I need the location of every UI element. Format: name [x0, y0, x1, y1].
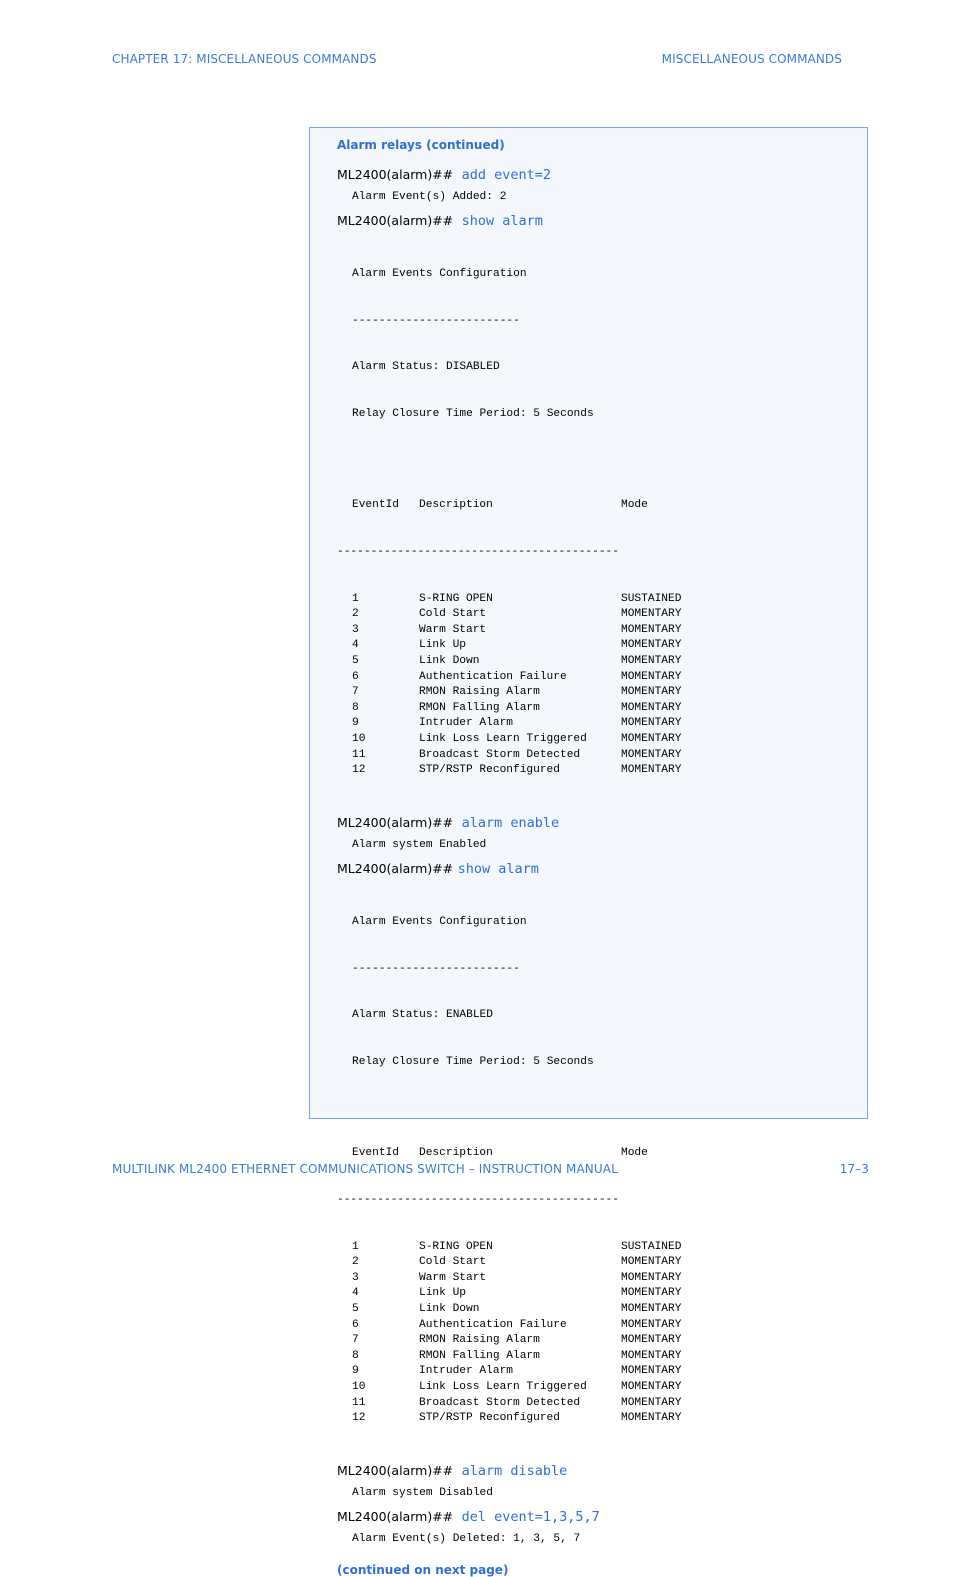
cell-description: S-RING OPEN — [419, 1240, 493, 1253]
alarm-config-block — [352, 236, 867, 454]
relay-closure-time: Relay Closure Time Period: 5 Seconds — [352, 1056, 594, 1069]
cell-mode: MOMENTARY — [621, 623, 682, 636]
table-row — [337, 701, 867, 717]
config-underline: ------------------------- — [352, 962, 520, 975]
cell-description: Cold Start — [419, 608, 487, 621]
cell-eventid: 10 — [352, 1380, 366, 1393]
table-divider: ------------------------------------------ — [337, 1193, 619, 1206]
cell-description: STP/RSTP Reconfigured — [419, 764, 560, 777]
cell-mode: MOMENTARY — [621, 1256, 682, 1269]
cell-eventid: 3 — [352, 1271, 359, 1284]
table-header — [337, 498, 867, 514]
event-table — [337, 467, 867, 810]
cell-mode: MOMENTARY — [621, 655, 682, 668]
command-line — [337, 212, 867, 230]
cli-output: Alarm system Enabled — [352, 838, 487, 851]
cell-description: Intruder Alarm — [419, 1365, 513, 1378]
table-row — [337, 763, 867, 779]
cell-description: Broadcast Storm Detected — [419, 748, 581, 761]
footer-manual-title: MULTILINK ML2400 ETHERNET COMMUNICATIONS SWITCH – INSTRUCTION MANUAL — [112, 1162, 618, 1176]
cli-prompt: ML2400(alarm)## — [337, 1508, 454, 1524]
alarm-status: Alarm Status: ENABLED — [352, 1009, 493, 1022]
table-row — [337, 716, 867, 732]
cell-eventid: 10 — [352, 733, 366, 745]
cell-eventid: 7 — [352, 686, 359, 699]
table-row — [337, 1286, 867, 1302]
cell-eventid: 5 — [352, 1303, 359, 1315]
cell-eventid: 9 — [352, 717, 359, 730]
cell-description: Authentication Failure — [419, 670, 567, 683]
cli-command: del event=1,3,5,7 — [461, 1508, 600, 1525]
cell-mode: MOMENTARY — [621, 764, 682, 777]
cell-eventid: 2 — [352, 1256, 359, 1269]
cell-eventid: 12 — [352, 764, 366, 777]
col-mode: Mode — [621, 499, 648, 512]
cell-eventid: 11 — [352, 1396, 366, 1409]
cell-eventid: 11 — [352, 748, 366, 761]
cli-command: add event=2 — [461, 167, 552, 183]
cell-mode: MOMENTARY — [621, 639, 682, 652]
table-row — [337, 607, 867, 623]
cell-description: RMON Raising Alarm — [419, 686, 540, 699]
section-title: Alarm relays (continued) — [337, 138, 505, 152]
footer-page-number: 17–3 — [839, 1162, 869, 1176]
cli-command: show alarm — [461, 212, 543, 229]
cell-eventid: 6 — [352, 670, 359, 683]
table-row — [337, 1411, 867, 1427]
table-row — [337, 1255, 867, 1271]
cli-prompt: ML2400(alarm)## — [337, 814, 454, 830]
cell-description: RMON Falling Alarm — [419, 701, 540, 714]
table-row — [337, 1364, 867, 1380]
cell-eventid: 1 — [352, 1240, 359, 1253]
cell-description: Link Down — [419, 655, 480, 668]
cell-mode: MOMENTARY — [621, 1271, 682, 1284]
cell-description: Link Up — [419, 639, 466, 652]
command-line — [337, 1508, 867, 1526]
table-row — [337, 1302, 867, 1318]
table-row — [337, 1333, 867, 1349]
cli-output: Alarm Event(s) Deleted: 1, 3, 5, 7 — [352, 1532, 581, 1545]
header-section: MISCELLANEOUS COMMANDS — [661, 52, 842, 66]
alarm-status: Alarm Status: DISABLED — [352, 361, 500, 374]
table-row — [337, 1240, 867, 1256]
table-row — [337, 1396, 867, 1412]
cli-command: alarm enable — [461, 814, 560, 831]
cell-mode: MOMENTARY — [621, 686, 682, 699]
table-row — [337, 670, 867, 686]
cell-mode: SUSTAINED — [621, 592, 682, 605]
cell-mode: MOMENTARY — [621, 1334, 682, 1347]
cli-prompt: ML2400(alarm)## — [337, 167, 454, 182]
col-mode: Mode — [621, 1147, 648, 1160]
cli-command: alarm disable — [461, 1462, 568, 1479]
config-title: Alarm Events Configuration — [352, 267, 527, 280]
cli-output: Alarm Event(s) Added: 2 — [352, 191, 507, 203]
cell-description: Link Loss Learn Triggered — [419, 733, 587, 745]
header-chapter: CHAPTER 17: MISCELLANEOUS COMMANDS — [112, 52, 377, 66]
cell-mode: MOMENTARY — [621, 1349, 682, 1362]
table-row — [337, 592, 867, 608]
cell-mode: MOMENTARY — [621, 1380, 682, 1393]
cell-mode: MOMENTARY — [621, 1318, 682, 1331]
config-title: Alarm Events Configuration — [352, 915, 527, 928]
table-row — [337, 654, 867, 670]
table-row — [337, 1380, 867, 1396]
code-example-content — [337, 138, 867, 1577]
cell-mode: MOMENTARY — [621, 670, 682, 683]
cell-eventid: 4 — [352, 639, 359, 652]
cell-mode: MOMENTARY — [621, 1396, 682, 1409]
cell-mode: MOMENTARY — [621, 733, 682, 745]
col-description: Description — [419, 1147, 493, 1160]
command-line — [337, 814, 867, 832]
table-body — [337, 592, 867, 779]
cell-mode: MOMENTARY — [621, 1365, 682, 1378]
command-line — [337, 860, 867, 878]
cell-description: Link Down — [419, 1303, 480, 1315]
cell-eventid: 5 — [352, 655, 359, 668]
cell-eventid: 7 — [352, 1334, 359, 1347]
cell-eventid: 4 — [352, 1287, 359, 1300]
cell-description: STP/RSTP Reconfigured — [419, 1412, 560, 1425]
col-eventid: EventId — [352, 499, 399, 512]
cell-description: Link Up — [419, 1287, 466, 1300]
table-row — [337, 1318, 867, 1334]
cell-description: Broadcast Storm Detected — [419, 1396, 581, 1409]
table-row — [337, 685, 867, 701]
cli-output: Alarm system Disabled — [352, 1486, 493, 1499]
cell-mode: MOMENTARY — [621, 717, 682, 730]
table-row — [337, 638, 867, 654]
cli-prompt: ML2400(alarm)## — [337, 1462, 454, 1478]
table-row — [337, 732, 867, 748]
cli-prompt: ML2400(alarm)## — [337, 212, 454, 228]
cell-eventid: 2 — [352, 608, 359, 621]
config-underline: ------------------------- — [352, 314, 520, 327]
table-row — [337, 623, 867, 639]
cell-mode: MOMENTARY — [621, 608, 682, 621]
alarm-config-block — [352, 884, 867, 1102]
cell-eventid: 8 — [352, 701, 359, 714]
relay-closure-time: Relay Closure Time Period: 5 Seconds — [352, 408, 594, 421]
cell-description: Warm Start — [419, 1271, 487, 1284]
cell-mode: MOMENTARY — [621, 748, 682, 761]
cell-eventid: 6 — [352, 1318, 359, 1331]
table-divider: ------------------------------------------ — [337, 545, 619, 558]
cell-description: RMON Raising Alarm — [419, 1334, 540, 1347]
table-row — [337, 1349, 867, 1365]
cell-mode: MOMENTARY — [621, 701, 682, 714]
col-eventid: EventId — [352, 1147, 399, 1160]
table-row — [337, 1271, 867, 1287]
continued-note: (continued on next page) — [337, 1563, 509, 1577]
cell-mode: MOMENTARY — [621, 1412, 682, 1425]
cell-description: Warm Start — [419, 623, 487, 636]
cell-mode: SUSTAINED — [621, 1240, 682, 1253]
cell-description: RMON Falling Alarm — [419, 1349, 540, 1362]
cli-prompt: ML2400(alarm)## — [337, 860, 454, 876]
cell-description: Link Loss Learn Triggered — [419, 1380, 587, 1393]
cell-description: Cold Start — [419, 1256, 487, 1269]
command-line — [337, 1462, 867, 1480]
command-line — [337, 166, 867, 184]
cell-eventid: 8 — [352, 1349, 359, 1362]
cli-command: show alarm — [457, 860, 539, 877]
cell-eventid: 3 — [352, 623, 359, 636]
cell-eventid: 12 — [352, 1412, 366, 1425]
cell-mode: MOMENTARY — [621, 1303, 682, 1315]
cell-eventid: 9 — [352, 1365, 359, 1378]
cell-description: Authentication Failure — [419, 1318, 567, 1331]
cell-description: Intruder Alarm — [419, 717, 513, 730]
table-header — [337, 1146, 867, 1162]
cell-mode: MOMENTARY — [621, 1287, 682, 1300]
table-row — [337, 748, 867, 764]
cell-description: S-RING OPEN — [419, 592, 493, 605]
col-description: Description — [419, 499, 493, 512]
table-body — [337, 1240, 867, 1427]
cell-eventid: 1 — [352, 592, 359, 605]
